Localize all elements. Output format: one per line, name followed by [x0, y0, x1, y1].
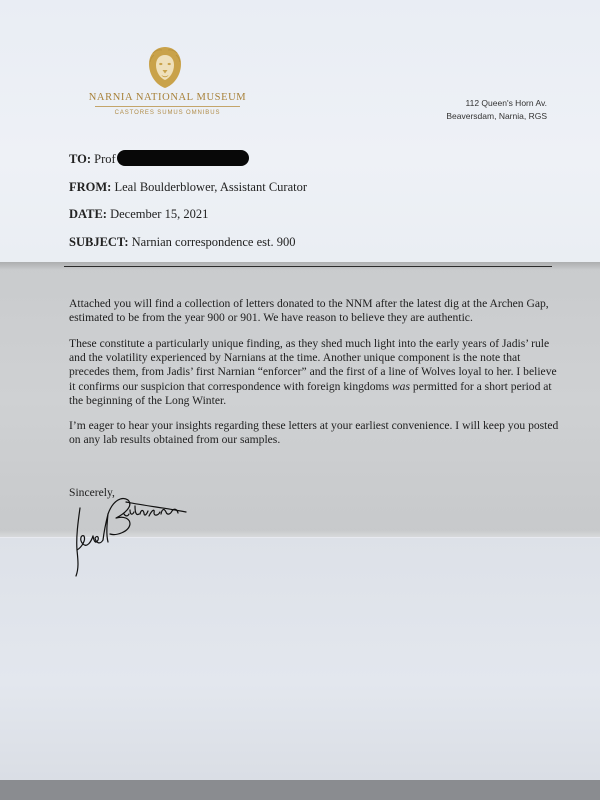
paper-top-fold: [0, 0, 600, 262]
header-divider: [64, 266, 552, 267]
address-line-2: Beaversdam, Narnia, RGS: [446, 111, 547, 121]
date-value: December 15, 2021: [110, 207, 209, 221]
memo-to: [69, 150, 249, 167]
motto-divider: [95, 106, 240, 107]
carpet-background: [0, 780, 600, 800]
memo-from: [69, 180, 307, 195]
date-label: DATE:: [69, 207, 107, 221]
museum-motto: CASTORES SUMUS OMNIBUS: [114, 110, 221, 116]
paragraph-2-text-end: permitted for a short period at the beginning of the Long Winter.: [69, 379, 552, 407]
body-paragraph-2: [69, 337, 561, 408]
to-value: Prof: [94, 152, 116, 166]
paragraph-1-text: Attached you will find a collection of letters donated to the NNM after the latest dig at the Archen Gap, estimated to be from the year 900 or 901. We have reason to believe they are authentic.: [69, 297, 549, 325]
body-paragraph-1: [69, 297, 561, 325]
museum-name: NARNIA NATIONAL MUSEUM: [88, 92, 247, 103]
memo-subject: [69, 235, 295, 250]
redacted-name-bar: [117, 150, 249, 166]
paragraph-2-emphasis: was: [391, 379, 410, 393]
museum-address: [446, 97, 547, 123]
lion-head-icon: [145, 45, 185, 89]
to-label: TO:: [69, 152, 91, 166]
handwritten-signature: [66, 492, 196, 582]
from-value: Leal Boulderblower, Assistant Curator: [114, 180, 308, 194]
memo-date: [69, 207, 208, 222]
sign-off: Sincerely,: [69, 486, 115, 499]
paragraph-3-text: I’m eager to hear your insights regarding these letters at your earliest convenience. I will keep you posted on any lab results obtained from our samples.: [69, 419, 559, 447]
address-line-1: 112 Queen's Horn Av.: [465, 98, 547, 108]
paragraph-2-text-start: These constitute a particularly unique finding, as they shed much light into the early years of Jadis’ rule and the volatility experienced by Narnians at the time. Another unique component is the note that precedes them, from Jadis’ first Narnian “enforcer” and the first of a line of Wolves loyal to her. I believe it confirms our suspicion that correspondence with foreign kingdoms: [69, 337, 557, 393]
body-paragraph-3: [69, 419, 561, 447]
subject-value: Narnian correspondence est. 900: [131, 235, 296, 249]
subject-label: SUBJECT:: [69, 235, 129, 249]
from-label: FROM:: [69, 180, 112, 194]
